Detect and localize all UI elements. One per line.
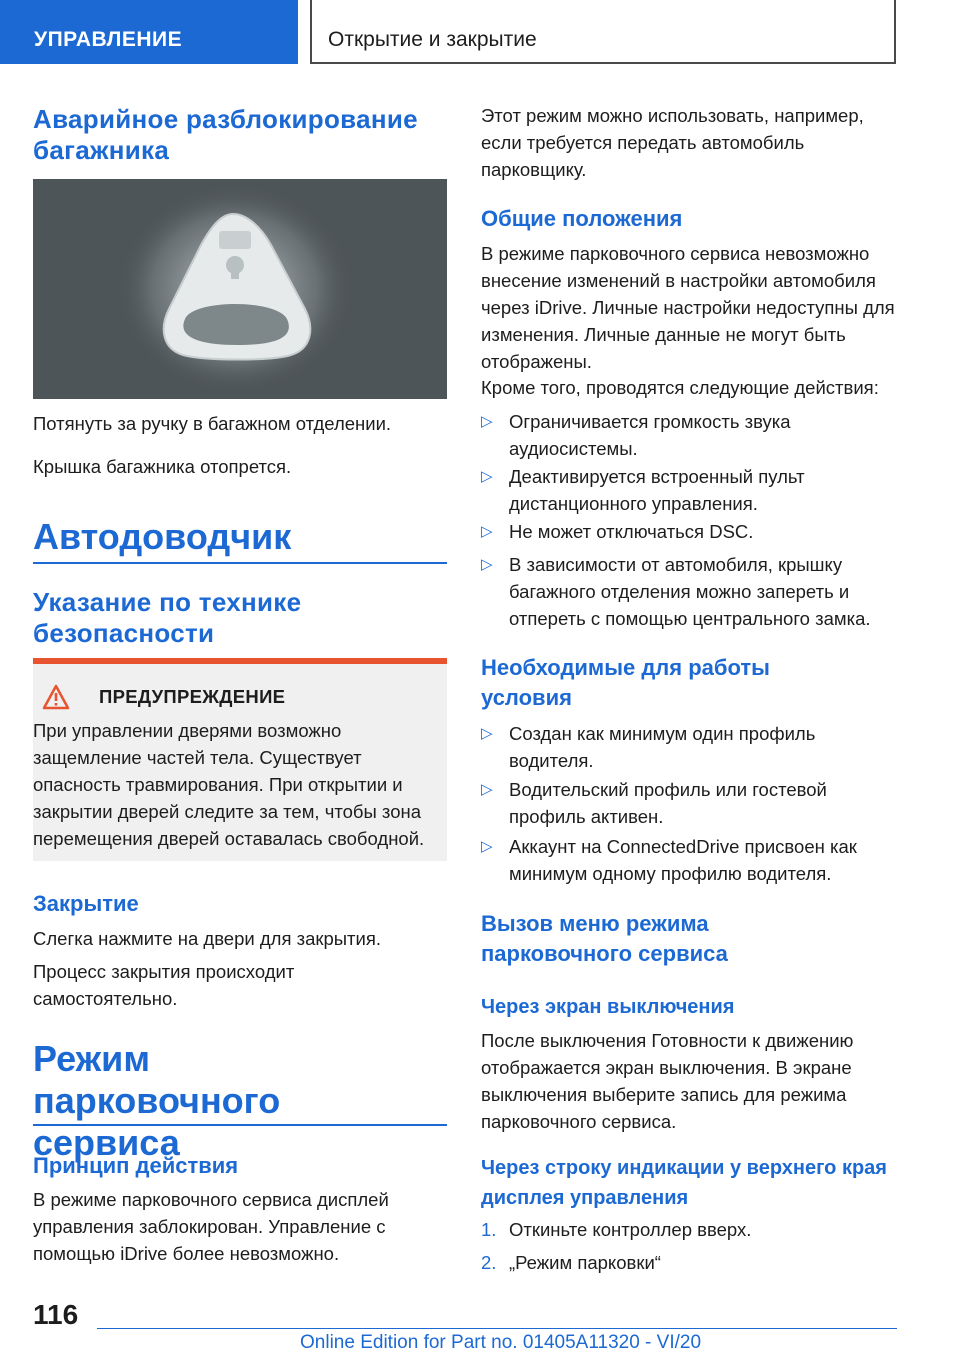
section-tab [0, 0, 298, 64]
emergency-text-2: Крышка багажника отопрется. [33, 456, 292, 477]
triangle-right-icon: ▷ [481, 838, 493, 855]
call-menu-heading: Вызов меню режима парковочного сервиса [481, 911, 728, 966]
triangle-right-icon: ▷ [481, 468, 493, 485]
trunk-handle-image [33, 179, 447, 399]
general-heading: Общие положения [481, 206, 683, 231]
step-number: 2. [481, 1252, 497, 1273]
footer-edition-text: Online Edition for Part no. 01405A11320 - VI/20 [300, 1332, 702, 1353]
triangle-right-icon: ▷ [481, 781, 493, 798]
via-status-bar-heading: Через строку индикации у верхнего края дисплея управления [481, 1157, 887, 1209]
list-item-text: Водительский профиль или гостевой профиль активен. [509, 779, 827, 827]
emergency-release-heading: Аварийное разблокирование багажника [33, 104, 418, 165]
list-item-text: Аккаунт на ConnectedDrive присвоен как минимум одному профилю водителя. [509, 836, 857, 884]
general-text-2: Кроме того, проводятся следующие действия: [481, 377, 879, 398]
step-number: 1. [481, 1219, 497, 1240]
triangle-right-icon: ▷ [481, 725, 493, 742]
principle-heading: Принцип действия [33, 1153, 239, 1178]
list-item-text: В зависимости от автомобиля, крышку багажного отделения можно запереть и отпереть с помощью центрального замка. [509, 554, 871, 629]
closing-text-2: Процесс закрытия происходит самостоятельно. [33, 961, 295, 1009]
soft-close-heading: Автодоводчик [33, 516, 292, 557]
principle-text: В режиме парковочного сервиса дисплей управления заблокирован. Управление с помощью iDrive более невозможно. [33, 1189, 389, 1264]
via-off-screen-heading: Через экран выключения [481, 996, 735, 1018]
triangle-right-icon: ▷ [481, 556, 493, 573]
heading-rule [33, 562, 447, 564]
intro-text: Этот режим можно использовать, например, если требуется передать автомобиль парковщику. [481, 105, 864, 180]
footer-rule [97, 1328, 897, 1329]
page-number: 116 [33, 1299, 79, 1330]
warning-triangle-icon [42, 684, 70, 710]
triangle-right-icon: ▷ [481, 523, 493, 540]
step-text: Откиньте контроллер вверх. [509, 1219, 752, 1240]
heading-rule-2 [33, 1124, 447, 1126]
footer-edition [300, 1332, 701, 1354]
list-item-text: Деактивируется встроенный пульт дистанционного управления. [509, 466, 805, 514]
warning-box [33, 658, 447, 861]
warning-title: ПРЕДУПРЕЖДЕНИЕ [99, 686, 286, 707]
closing-text-1: Слегка нажмите на двери для закрытия. [33, 928, 382, 949]
list-item-text: Не может отключаться DSC. [509, 521, 754, 542]
triangle-right-icon: ▷ [481, 413, 493, 430]
step-text: „Режим парковки“ [509, 1252, 661, 1273]
topic-label: Открытие и закрытие [328, 28, 537, 51]
list-item-text: Ограничивается громкость звука аудиосистемы. [509, 411, 791, 459]
conditions-heading: Необходимые для работы условия [481, 655, 770, 710]
warning-text: При управлении дверями возможно защемление частей тела. Существует опасность травмирования. При открытии и закрытии дверей следите за тем, чтобы зона перемещения дверей оставалась свободной. [33, 720, 425, 849]
list-item-text: Создан как минимум один профиль водителя. [509, 723, 816, 771]
emergency-text-1: Потянуть за ручку в багажном отделении. [33, 413, 392, 434]
topic-header [310, 0, 896, 64]
via-off-screen-text: После выключения Готовности к движению отображается экран выключения. В экране выключения выберите запись для режима парковочного сервиса. [481, 1030, 854, 1132]
valet-mode-heading: Режим парковочного сервиса [33, 1038, 281, 1163]
safety-heading: Указание по технике безопасности [33, 587, 302, 648]
section-label: УПРАВЛЕНИЕ [34, 28, 183, 51]
closing-heading: Закрытие [33, 891, 139, 916]
general-text-1: В режиме парковочного сервиса невозможно внесение изменений в настройки автомобиля через iDrive. Личные настройки недоступны для изменения. Личные данные не могут быть отображены. [481, 243, 895, 372]
